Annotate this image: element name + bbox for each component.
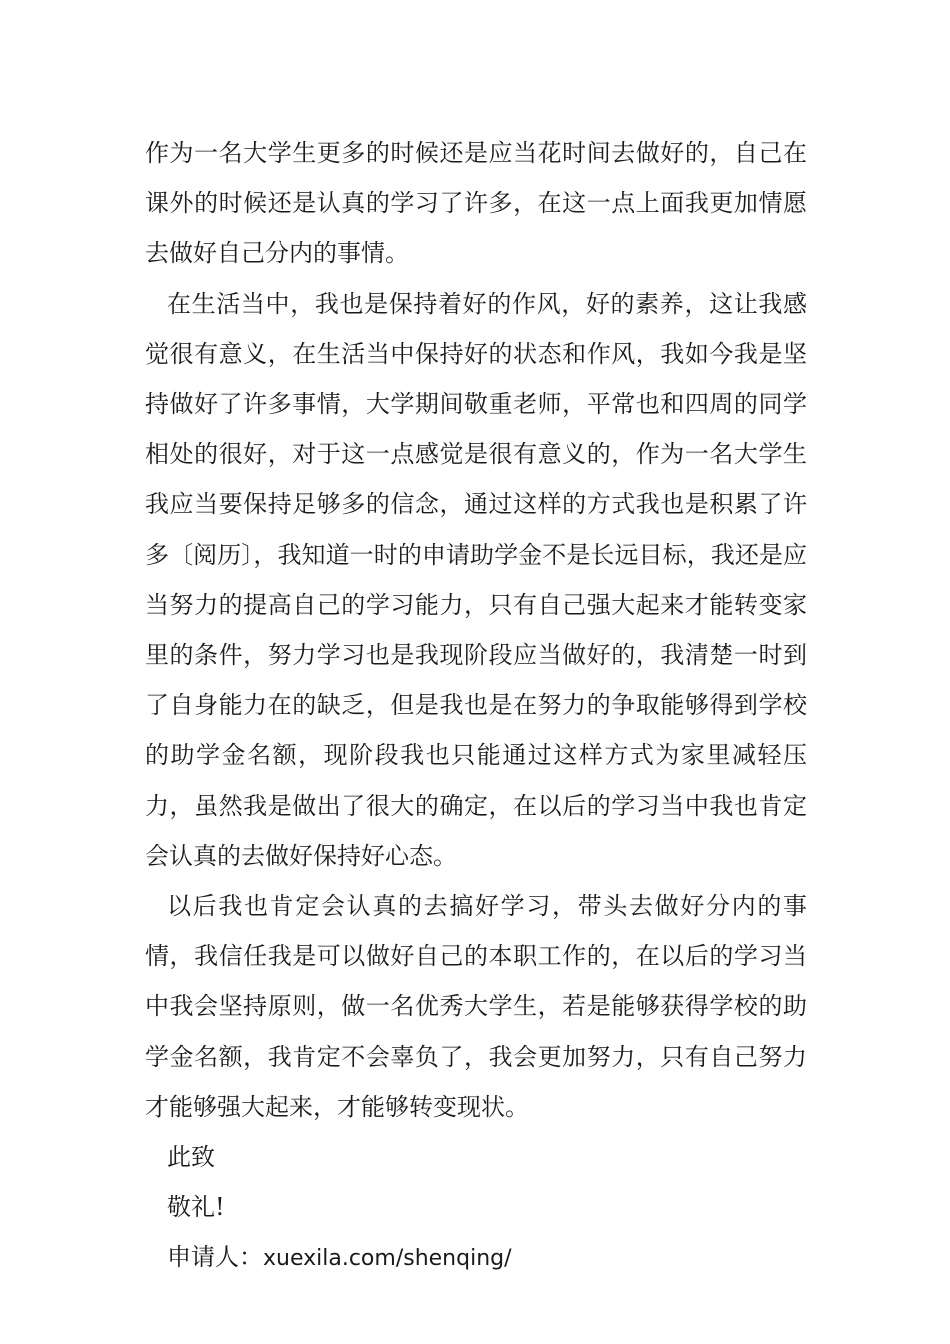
closing-regards: 敬礼! xyxy=(167,1193,225,1222)
document-body xyxy=(145,128,807,1285)
paragraph-2: 在生活当中，我也是保持着好的作风，好的素养，这让我感觉很有意义，在生活当中保持好的状态和作风，我如今我是坚持做好了许多事情，大学期间敬重老师，平常也和四周的同学相处的很好，对于这一点感觉是很有意义的，作为一名大学生我应当要保持足够多的信念，通过这样的方式我也是积累了许多〔阅历〕，我知道一时的申请助学金不是长远目标，我还是应当努力的提高自己的学习能力，只有自己强大起来才能转变家里的条件，努力学习也是我现阶段应当做好的，我清楚一时到了自身能力在的缺乏，但是我也是在努力的争取能够得到学校的助学金名额，现阶段我也只能通过这样方式为家里减轻压力，虽然我是做出了很大的确定，在以后的学习当中我也肯定会认真的去做好保持好心态。 xyxy=(145,289,807,870)
applicant-label: 申请人： xyxy=(167,1243,263,1272)
paragraph-1: 作为一名大学生更多的时候还是应当花时间去做好的，自己在课外的时候还是认真的学习了许多，在这一点上面我更加情愿去做好自己分内的事情。 xyxy=(145,139,807,268)
paragraph-3: 以后我也肯定会认真的去搞好学习，带头去做好分内的事情，我信任我是可以做好自己的本职工作的，在以后的学习当中我会坚持原则，做一名优秀大学生，若是能够获得学校的助学金名额，我肯定不会辜负了，我会更加努力，只有自己努力才能够强大起来，才能够转变现状。 xyxy=(145,892,807,1121)
closing-salutation: 此致 xyxy=(167,1143,215,1172)
applicant-line xyxy=(145,1232,807,1284)
applicant-value: xuexila.com/shenqing/ xyxy=(263,1246,512,1272)
